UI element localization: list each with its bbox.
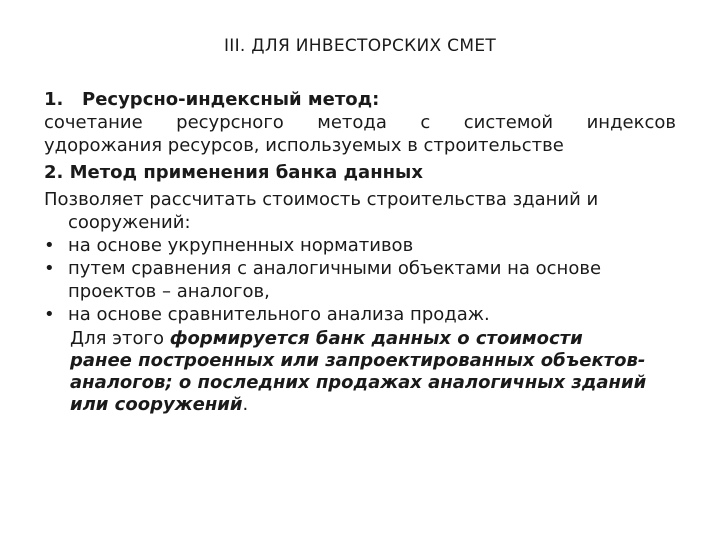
list-item — [44, 303, 676, 326]
bullet-text-line1: на основе сравнительного анализа продаж. — [68, 304, 490, 325]
section1-number: 1. — [44, 89, 64, 110]
section2-intro — [44, 188, 676, 234]
section1-desc-line2: удорожания ресурсов, используемых в строительстве — [44, 135, 564, 156]
section1-heading: Ресурсно-индексный метод: — [82, 89, 380, 110]
bullet-text-line2: проектов – аналогов, — [68, 281, 270, 302]
bullet-list — [44, 234, 676, 326]
list-item — [44, 234, 676, 257]
closing-emphasis-line2: ранее построенных или запроектированных объектов- — [70, 350, 646, 371]
slide-title: III. ДЛЯ ИНВЕСТОРСКИХ СМЕТ — [223, 36, 497, 56]
closing-line1 — [70, 328, 676, 350]
section1-heading-row — [44, 88, 676, 111]
bullet-icon: • — [44, 235, 55, 256]
closing-prefix: Для этого — [70, 328, 170, 349]
closing-paragraph — [44, 328, 676, 416]
section-resource-index-method — [44, 88, 676, 157]
section-data-bank-method — [44, 161, 676, 416]
bullet-text-line1: на основе укрупненных нормативов — [68, 235, 414, 256]
section2-intro-line1: Позволяет рассчитать стоимость строительства зданий и — [44, 189, 599, 210]
section2-heading: 2. Метод применения банка данных — [44, 162, 423, 183]
closing-suffix: . — [242, 394, 249, 415]
section2-intro-line2: сооружений: — [68, 212, 191, 233]
section1-desc-line1: сочетание ресурсного метода с системой индексов — [44, 112, 676, 133]
bullet-text-line1: путем сравнения с аналогичными объектами на основе — [68, 258, 602, 279]
closing-emphasis-line1: формируется банк данных о стоимости — [169, 328, 583, 349]
closing-emphasis-line3: аналогов; о последних продажах аналогичных зданий — [70, 372, 647, 393]
closing-emphasis-line4: или сооружений — [70, 394, 243, 415]
bullet-icon: • — [44, 258, 55, 279]
list-item — [44, 257, 676, 303]
bullet-icon: • — [44, 304, 55, 325]
slide-content — [44, 88, 676, 416]
closing-line4 — [70, 394, 676, 416]
